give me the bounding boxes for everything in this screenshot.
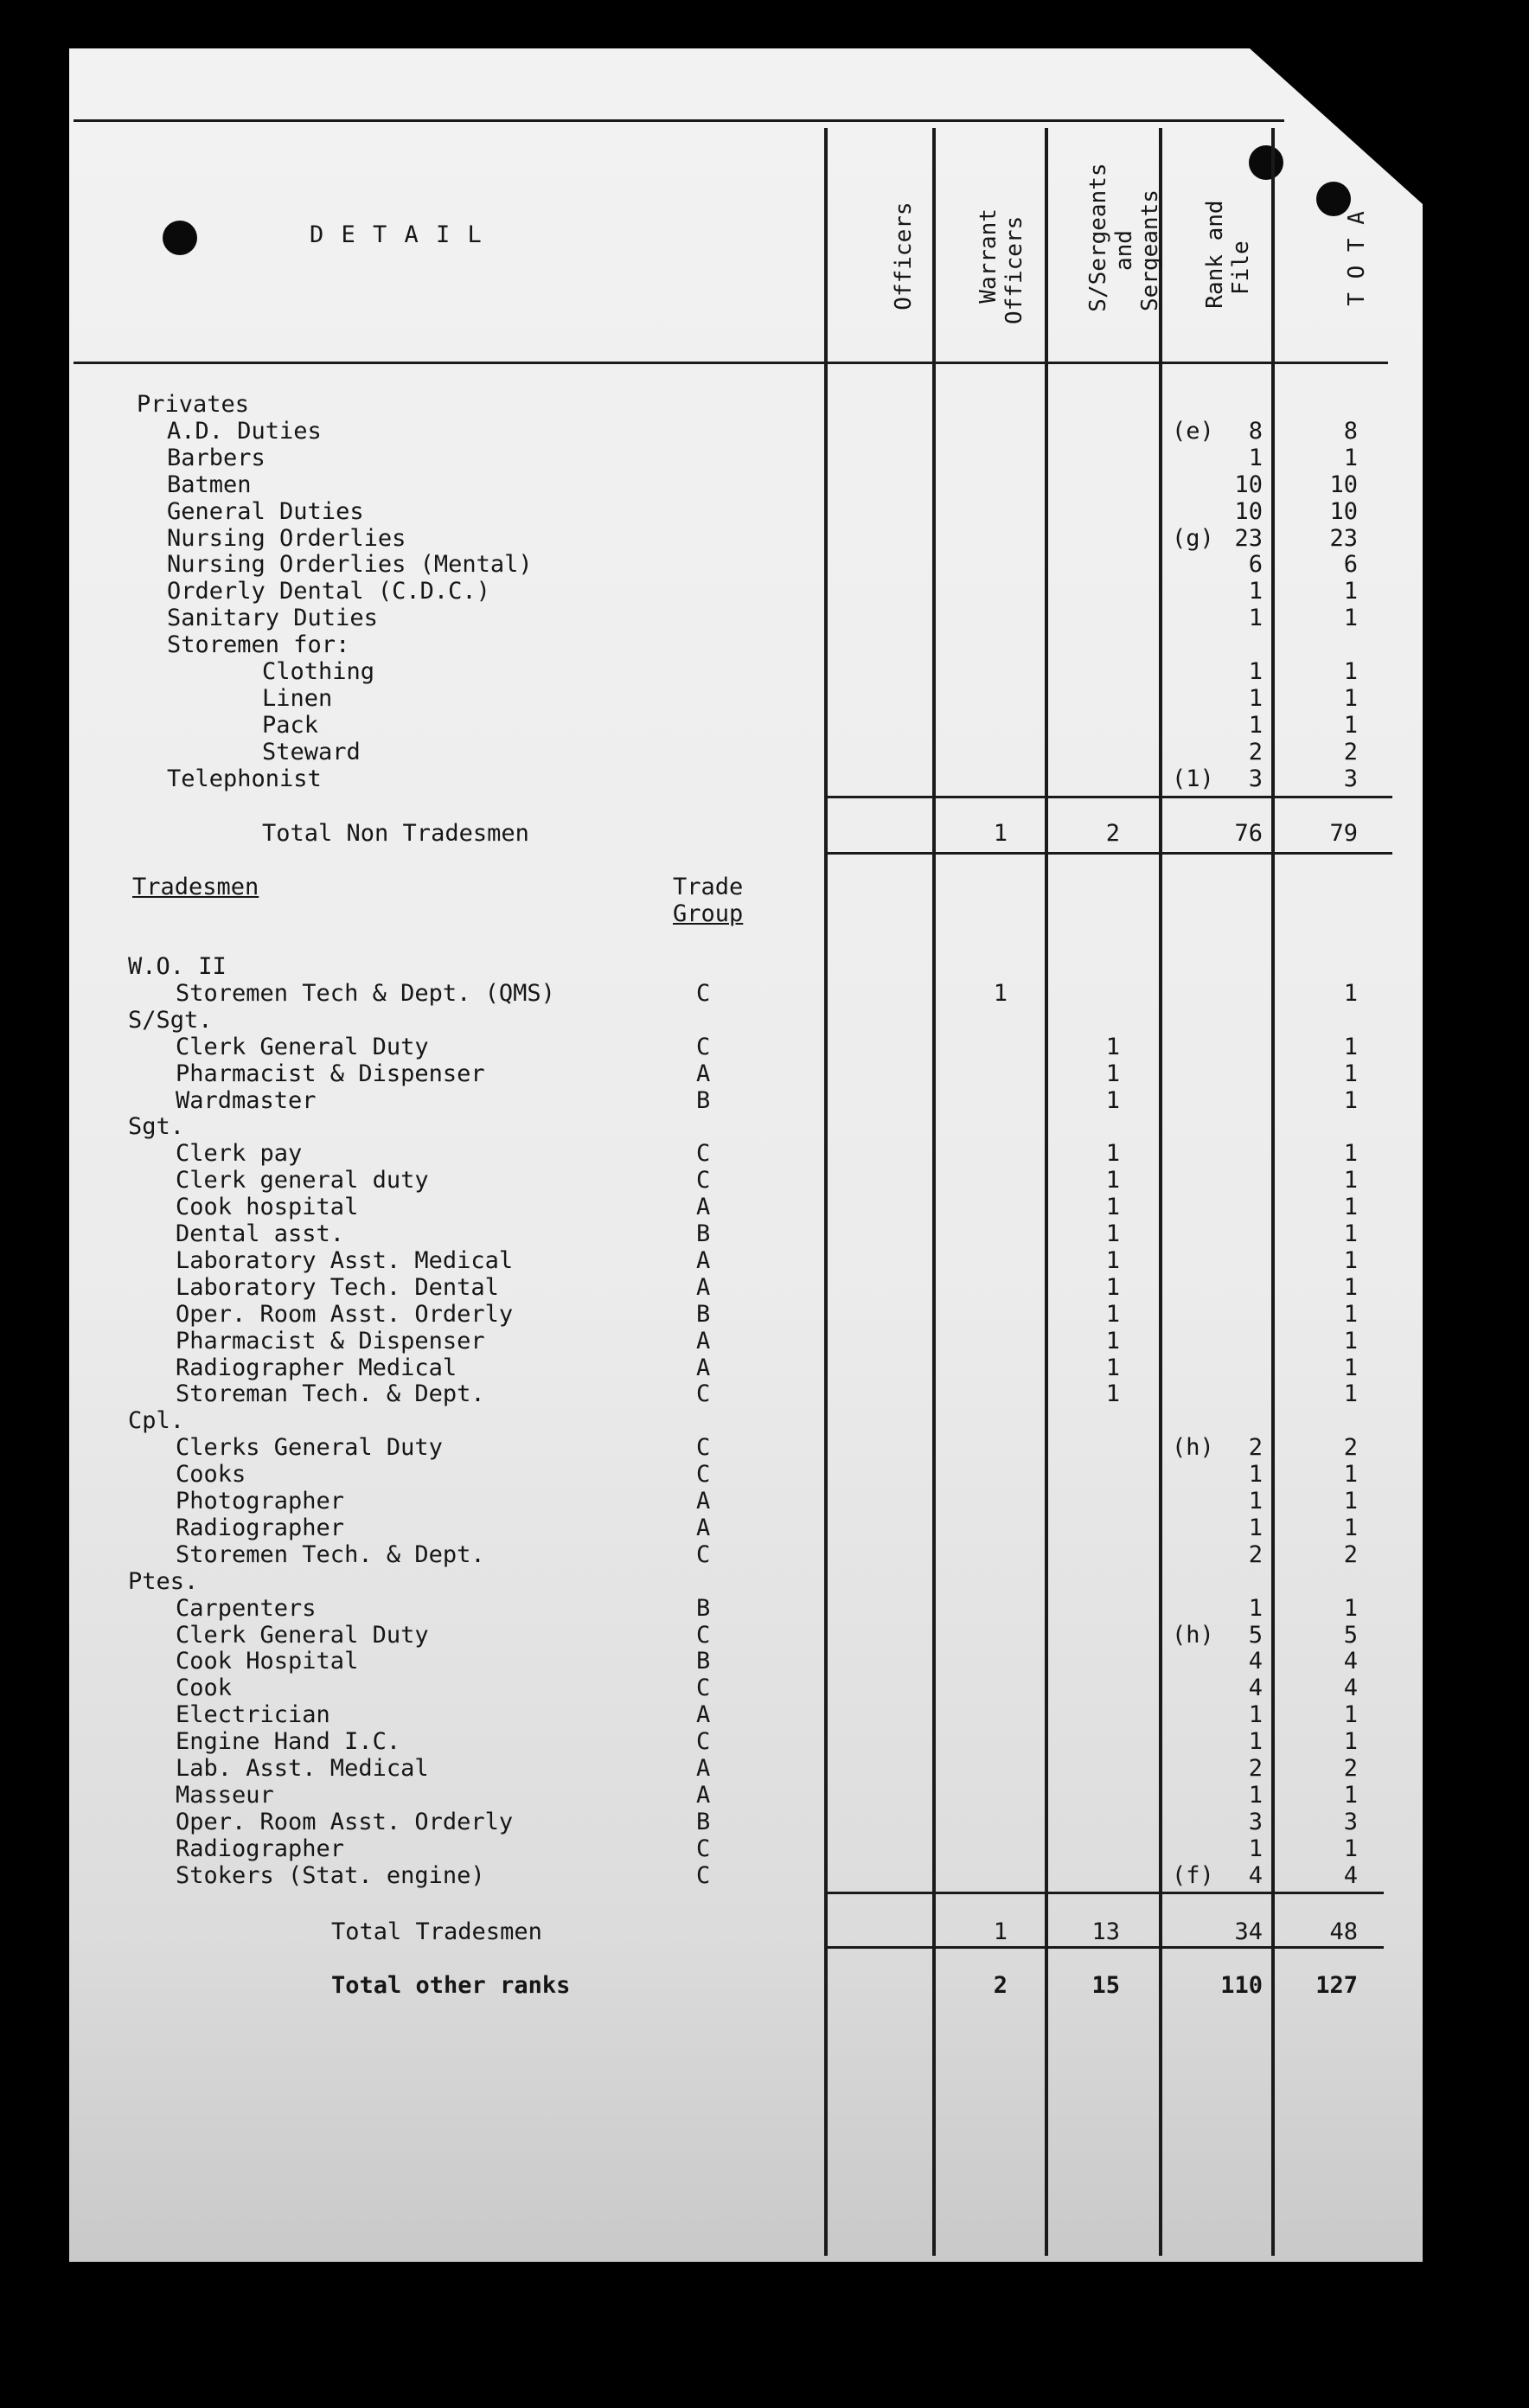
cell-rank-file: 1 xyxy=(1248,1835,1263,1862)
cell-rank-file: 76 xyxy=(1234,820,1263,847)
cell-rank-file: 1 xyxy=(1248,1461,1263,1489)
cell-total: 1 xyxy=(1343,1514,1358,1541)
cell-total: 1 xyxy=(1343,1327,1358,1354)
subtotal-rule xyxy=(826,852,1392,855)
row-note: (h) xyxy=(1172,1621,1214,1649)
row-label: Masseur xyxy=(176,1781,274,1809)
row-label: Pharmacist & Dispenser xyxy=(176,1327,485,1354)
cell-rank-file: 1 xyxy=(1248,1488,1263,1515)
cell-total: 1 xyxy=(1343,1701,1358,1729)
cell-sergeants: 13 xyxy=(1091,1918,1120,1945)
group-heading: Sgt. xyxy=(128,1113,185,1141)
cell-total: 1 xyxy=(1343,1835,1358,1862)
row-label: Clothing xyxy=(262,658,375,685)
cell-trade-group: B xyxy=(696,1300,711,1328)
cell-total: 1 xyxy=(1343,605,1358,632)
row-label: Storemen Tech & Dept. (QMS) xyxy=(176,979,555,1007)
cell-total: 5 xyxy=(1343,1621,1358,1649)
cell-sergeants: 1 xyxy=(1105,1327,1120,1354)
row-note: (h) xyxy=(1172,1434,1214,1462)
cell-trade-group: C xyxy=(696,1140,711,1168)
cell-trade-group: A xyxy=(696,1194,711,1221)
group-heading: W.O. II xyxy=(128,953,227,980)
cell-total: 10 xyxy=(1329,497,1358,525)
cell-trade-group: C xyxy=(696,979,711,1007)
cell-total: 2 xyxy=(1343,1540,1358,1568)
cell-total: 1 xyxy=(1343,1086,1358,1114)
column-divider xyxy=(932,128,936,2256)
punch-hole xyxy=(163,221,197,255)
row-note: (g) xyxy=(1172,524,1214,552)
cell-trade-group: C xyxy=(696,1461,711,1489)
cell-rank-file: 1 xyxy=(1248,658,1263,685)
cell-total: 3 xyxy=(1343,1808,1358,1835)
cell-total: 1 xyxy=(1343,1728,1358,1756)
grand-total-label: Total other ranks xyxy=(331,1972,571,1999)
cell-sergeants: 1 xyxy=(1105,1273,1120,1301)
row-label: General Duties xyxy=(167,497,364,525)
cell-trade-group: A xyxy=(696,1246,711,1274)
top-rule xyxy=(74,119,1284,122)
row-label: Dental asst. xyxy=(176,1220,345,1247)
cell-rank-file: 1 xyxy=(1248,578,1263,605)
cell-total: 1 xyxy=(1343,1246,1358,1274)
row-label: Stokers (Stat. engine) xyxy=(176,1861,485,1889)
cell-trade-group: C xyxy=(696,1540,711,1568)
row-label: Nursing Orderlies xyxy=(167,524,406,552)
cell-rank-file: 1 xyxy=(1248,1594,1263,1622)
row-label: Clerk general duty xyxy=(176,1167,429,1194)
cell-rank-file: 34 xyxy=(1234,1918,1263,1945)
cell-total: 1 xyxy=(1343,1060,1358,1087)
section-heading: Privates xyxy=(137,391,250,418)
group-heading: S/Sgt. xyxy=(128,1006,213,1034)
cell-total: 23 xyxy=(1329,524,1358,552)
row-label: Orderly Dental (C.D.C.) xyxy=(167,578,490,605)
cell-rank-file: 23 xyxy=(1234,524,1263,552)
row-label: Oper. Room Asst. Orderly xyxy=(176,1300,514,1328)
cell-total: 6 xyxy=(1343,551,1358,579)
row-label: Cook xyxy=(176,1675,233,1702)
cell-total: 1 xyxy=(1343,1380,1358,1408)
cell-warrant: 1 xyxy=(993,1918,1008,1945)
row-label: Radiographer xyxy=(176,1514,345,1541)
cell-total: 1 xyxy=(1343,658,1358,685)
cell-sergeants: 1 xyxy=(1105,1220,1120,1247)
group-heading: Cpl. xyxy=(128,1407,185,1435)
cell-sergeants: 1 xyxy=(1105,1300,1120,1328)
header-rule xyxy=(74,362,1388,364)
row-label: Oper. Room Asst. Orderly xyxy=(176,1808,514,1835)
cell-rank-file: 1 xyxy=(1248,444,1263,471)
cell-rank-file: 110 xyxy=(1220,1972,1263,1999)
row-label: Clerk General Duty xyxy=(176,1621,429,1649)
row-label: Linen xyxy=(262,684,333,712)
group-heading: Ptes. xyxy=(128,1567,199,1595)
cell-trade-group: A xyxy=(696,1354,711,1381)
cell-sergeants: 1 xyxy=(1105,1194,1120,1221)
row-label: Storemen for: xyxy=(167,631,350,659)
cell-trade-group: C xyxy=(696,1167,711,1194)
cell-trade-group: C xyxy=(696,1835,711,1862)
column-divider xyxy=(1045,128,1048,2256)
subtotal-label: Total Non Tradesmen xyxy=(262,820,529,847)
row-label: Telephonist xyxy=(167,765,322,792)
row-label: Cooks xyxy=(176,1461,246,1489)
cell-total: 1 xyxy=(1343,1273,1358,1301)
cell-trade-group: A xyxy=(696,1755,711,1782)
row-label: Pharmacist & Dispenser xyxy=(176,1060,485,1087)
col-header-rank-file: Rank and File xyxy=(1202,200,1254,309)
cell-rank-file: 1 xyxy=(1248,605,1263,632)
cell-total: 1 xyxy=(1343,1167,1358,1194)
cell-total: 79 xyxy=(1329,820,1358,847)
cell-trade-group: A xyxy=(696,1327,711,1354)
cell-trade-group: B xyxy=(696,1648,711,1675)
row-label: Radiographer Medical xyxy=(176,1354,457,1381)
row-label: Cook hospital xyxy=(176,1194,359,1221)
cell-sergeants: 2 xyxy=(1105,820,1120,847)
cell-trade-group: A xyxy=(696,1781,711,1809)
cell-warrant: 1 xyxy=(993,820,1008,847)
cell-rank-file: 4 xyxy=(1248,1861,1263,1889)
cell-sergeants: 1 xyxy=(1105,1060,1120,1087)
cell-total: 48 xyxy=(1329,1918,1358,1945)
row-label: Carpenters xyxy=(176,1594,317,1622)
cell-sergeants: 1 xyxy=(1105,1140,1120,1168)
cell-rank-file: 1 xyxy=(1248,1514,1263,1541)
row-label: Batmen xyxy=(167,471,252,498)
row-label: Pack xyxy=(262,711,319,739)
cell-total: 8 xyxy=(1343,417,1358,445)
cell-trade-group: B xyxy=(696,1594,711,1622)
row-label: Storeman Tech. & Dept. xyxy=(176,1380,485,1408)
cell-total: 1 xyxy=(1343,1033,1358,1060)
detail-heading: D E T A I L xyxy=(310,221,483,248)
cell-trade-group: B xyxy=(696,1086,711,1114)
row-label: Storemen Tech. & Dept. xyxy=(176,1540,485,1568)
cell-total: 1 xyxy=(1343,1220,1358,1247)
cell-total: 1 xyxy=(1343,1461,1358,1489)
cell-sergeants: 1 xyxy=(1105,1380,1120,1408)
cell-rank-file: 2 xyxy=(1248,738,1263,765)
cell-rank-file: 1 xyxy=(1248,711,1263,739)
cell-trade-group: A xyxy=(696,1060,711,1087)
cell-total: 1 xyxy=(1343,1781,1358,1809)
cell-warrant: 1 xyxy=(993,979,1008,1007)
cell-trade-group: A xyxy=(696,1488,711,1515)
cell-rank-file: 4 xyxy=(1248,1648,1263,1675)
cell-total: 1 xyxy=(1343,444,1358,471)
cell-trade-group: B xyxy=(696,1220,711,1247)
cell-trade-group: C xyxy=(696,1033,711,1060)
cell-rank-file: 3 xyxy=(1248,1808,1263,1835)
cell-sergeants: 15 xyxy=(1091,1972,1120,1999)
row-label: Nursing Orderlies (Mental) xyxy=(167,551,533,579)
row-label: Radiographer xyxy=(176,1835,345,1862)
cell-total: 4 xyxy=(1343,1675,1358,1702)
cell-sergeants: 1 xyxy=(1105,1246,1120,1274)
row-note: (1) xyxy=(1172,765,1214,792)
row-label: Clerk pay xyxy=(176,1140,303,1168)
cell-total: 10 xyxy=(1329,471,1358,498)
cell-total: 1 xyxy=(1343,711,1358,739)
cell-rank-file: 6 xyxy=(1248,551,1263,579)
col-header-officers: Officers xyxy=(891,202,917,311)
column-divider xyxy=(1159,128,1162,2256)
row-label: Lab. Asst. Medical xyxy=(176,1755,429,1782)
subtotal-rule xyxy=(826,1946,1384,1949)
cell-rank-file: 2 xyxy=(1248,1434,1263,1462)
cell-sergeants: 1 xyxy=(1105,1033,1120,1060)
cell-total: 2 xyxy=(1343,1434,1358,1462)
cell-warrant: 2 xyxy=(993,1972,1008,1999)
cell-sergeants: 1 xyxy=(1105,1086,1120,1114)
cell-rank-file: 2 xyxy=(1248,1540,1263,1568)
subtotal-rule xyxy=(826,796,1392,798)
row-label: Wardmaster xyxy=(176,1086,317,1114)
col-header-total: T O T A xyxy=(1344,211,1370,307)
cell-total: 1 xyxy=(1343,1488,1358,1515)
row-label: Barbers xyxy=(167,444,265,471)
col-header-sergeants: S/Sergeants and Sergeants xyxy=(1085,163,1163,312)
cell-total: 1 xyxy=(1343,684,1358,712)
cell-total: 1 xyxy=(1343,578,1358,605)
cell-trade-group: C xyxy=(696,1621,711,1649)
cell-total: 1 xyxy=(1343,1354,1358,1381)
cell-rank-file: 4 xyxy=(1248,1675,1263,1702)
trade-group-header: Trade xyxy=(673,874,744,900)
cell-total: 127 xyxy=(1315,1972,1358,1999)
subtotal-rule xyxy=(826,1892,1384,1894)
column-divider xyxy=(1271,128,1275,2256)
cell-trade-group: C xyxy=(696,1728,711,1756)
cell-rank-file: 1 xyxy=(1248,1781,1263,1809)
cell-sergeants: 1 xyxy=(1105,1354,1120,1381)
row-label: Cook Hospital xyxy=(176,1648,359,1675)
cell-trade-group: C xyxy=(696,1675,711,1702)
cell-rank-file: 2 xyxy=(1248,1755,1263,1782)
row-label: A.D. Duties xyxy=(167,417,322,445)
cell-total: 4 xyxy=(1343,1648,1358,1675)
cell-trade-group: B xyxy=(696,1808,711,1835)
cell-total: 2 xyxy=(1343,738,1358,765)
row-label: Laboratory Tech. Dental xyxy=(176,1273,499,1301)
row-label: Electrician xyxy=(176,1701,330,1729)
cell-rank-file: 1 xyxy=(1248,1701,1263,1729)
cell-rank-file: 10 xyxy=(1234,471,1263,498)
row-note: (e) xyxy=(1172,417,1214,445)
cell-trade-group: A xyxy=(696,1701,711,1729)
subtotal-label: Total Tradesmen xyxy=(331,1918,542,1945)
column-divider xyxy=(824,128,828,2256)
trade-group-header: Group xyxy=(673,900,744,927)
cell-rank-file: 5 xyxy=(1248,1621,1263,1649)
cell-total: 3 xyxy=(1343,765,1358,792)
row-label: Photographer xyxy=(176,1488,345,1515)
col-header-warrant-officers: Warrant Officers xyxy=(976,208,1027,324)
cell-total: 4 xyxy=(1343,1861,1358,1889)
cell-sergeants: 1 xyxy=(1105,1167,1120,1194)
row-label: Clerks General Duty xyxy=(176,1434,443,1462)
cell-total: 1 xyxy=(1343,1194,1358,1221)
cell-total: 2 xyxy=(1343,1755,1358,1782)
cell-trade-group: C xyxy=(696,1434,711,1462)
cell-trade-group: A xyxy=(696,1273,711,1301)
section-heading: Tradesmen xyxy=(132,874,259,900)
row-label: Engine Hand I.C. xyxy=(176,1728,401,1756)
cell-total: 1 xyxy=(1343,1594,1358,1622)
cell-total: 1 xyxy=(1343,1300,1358,1328)
punch-hole xyxy=(1249,145,1283,180)
row-note: (f) xyxy=(1172,1861,1214,1889)
cell-rank-file: 3 xyxy=(1248,765,1263,792)
row-label: Steward xyxy=(262,738,361,765)
cell-rank-file: 10 xyxy=(1234,497,1263,525)
row-label: Sanitary Duties xyxy=(167,605,378,632)
cell-total: 1 xyxy=(1343,1140,1358,1168)
cell-trade-group: C xyxy=(696,1380,711,1408)
cell-trade-group: C xyxy=(696,1861,711,1889)
cell-rank-file: 1 xyxy=(1248,1728,1263,1756)
cell-total: 1 xyxy=(1343,979,1358,1007)
cell-trade-group: A xyxy=(696,1514,711,1541)
row-label: Clerk General Duty xyxy=(176,1033,429,1060)
row-label: Laboratory Asst. Medical xyxy=(176,1246,514,1274)
cell-rank-file: 1 xyxy=(1248,684,1263,712)
cell-rank-file: 8 xyxy=(1248,417,1263,445)
